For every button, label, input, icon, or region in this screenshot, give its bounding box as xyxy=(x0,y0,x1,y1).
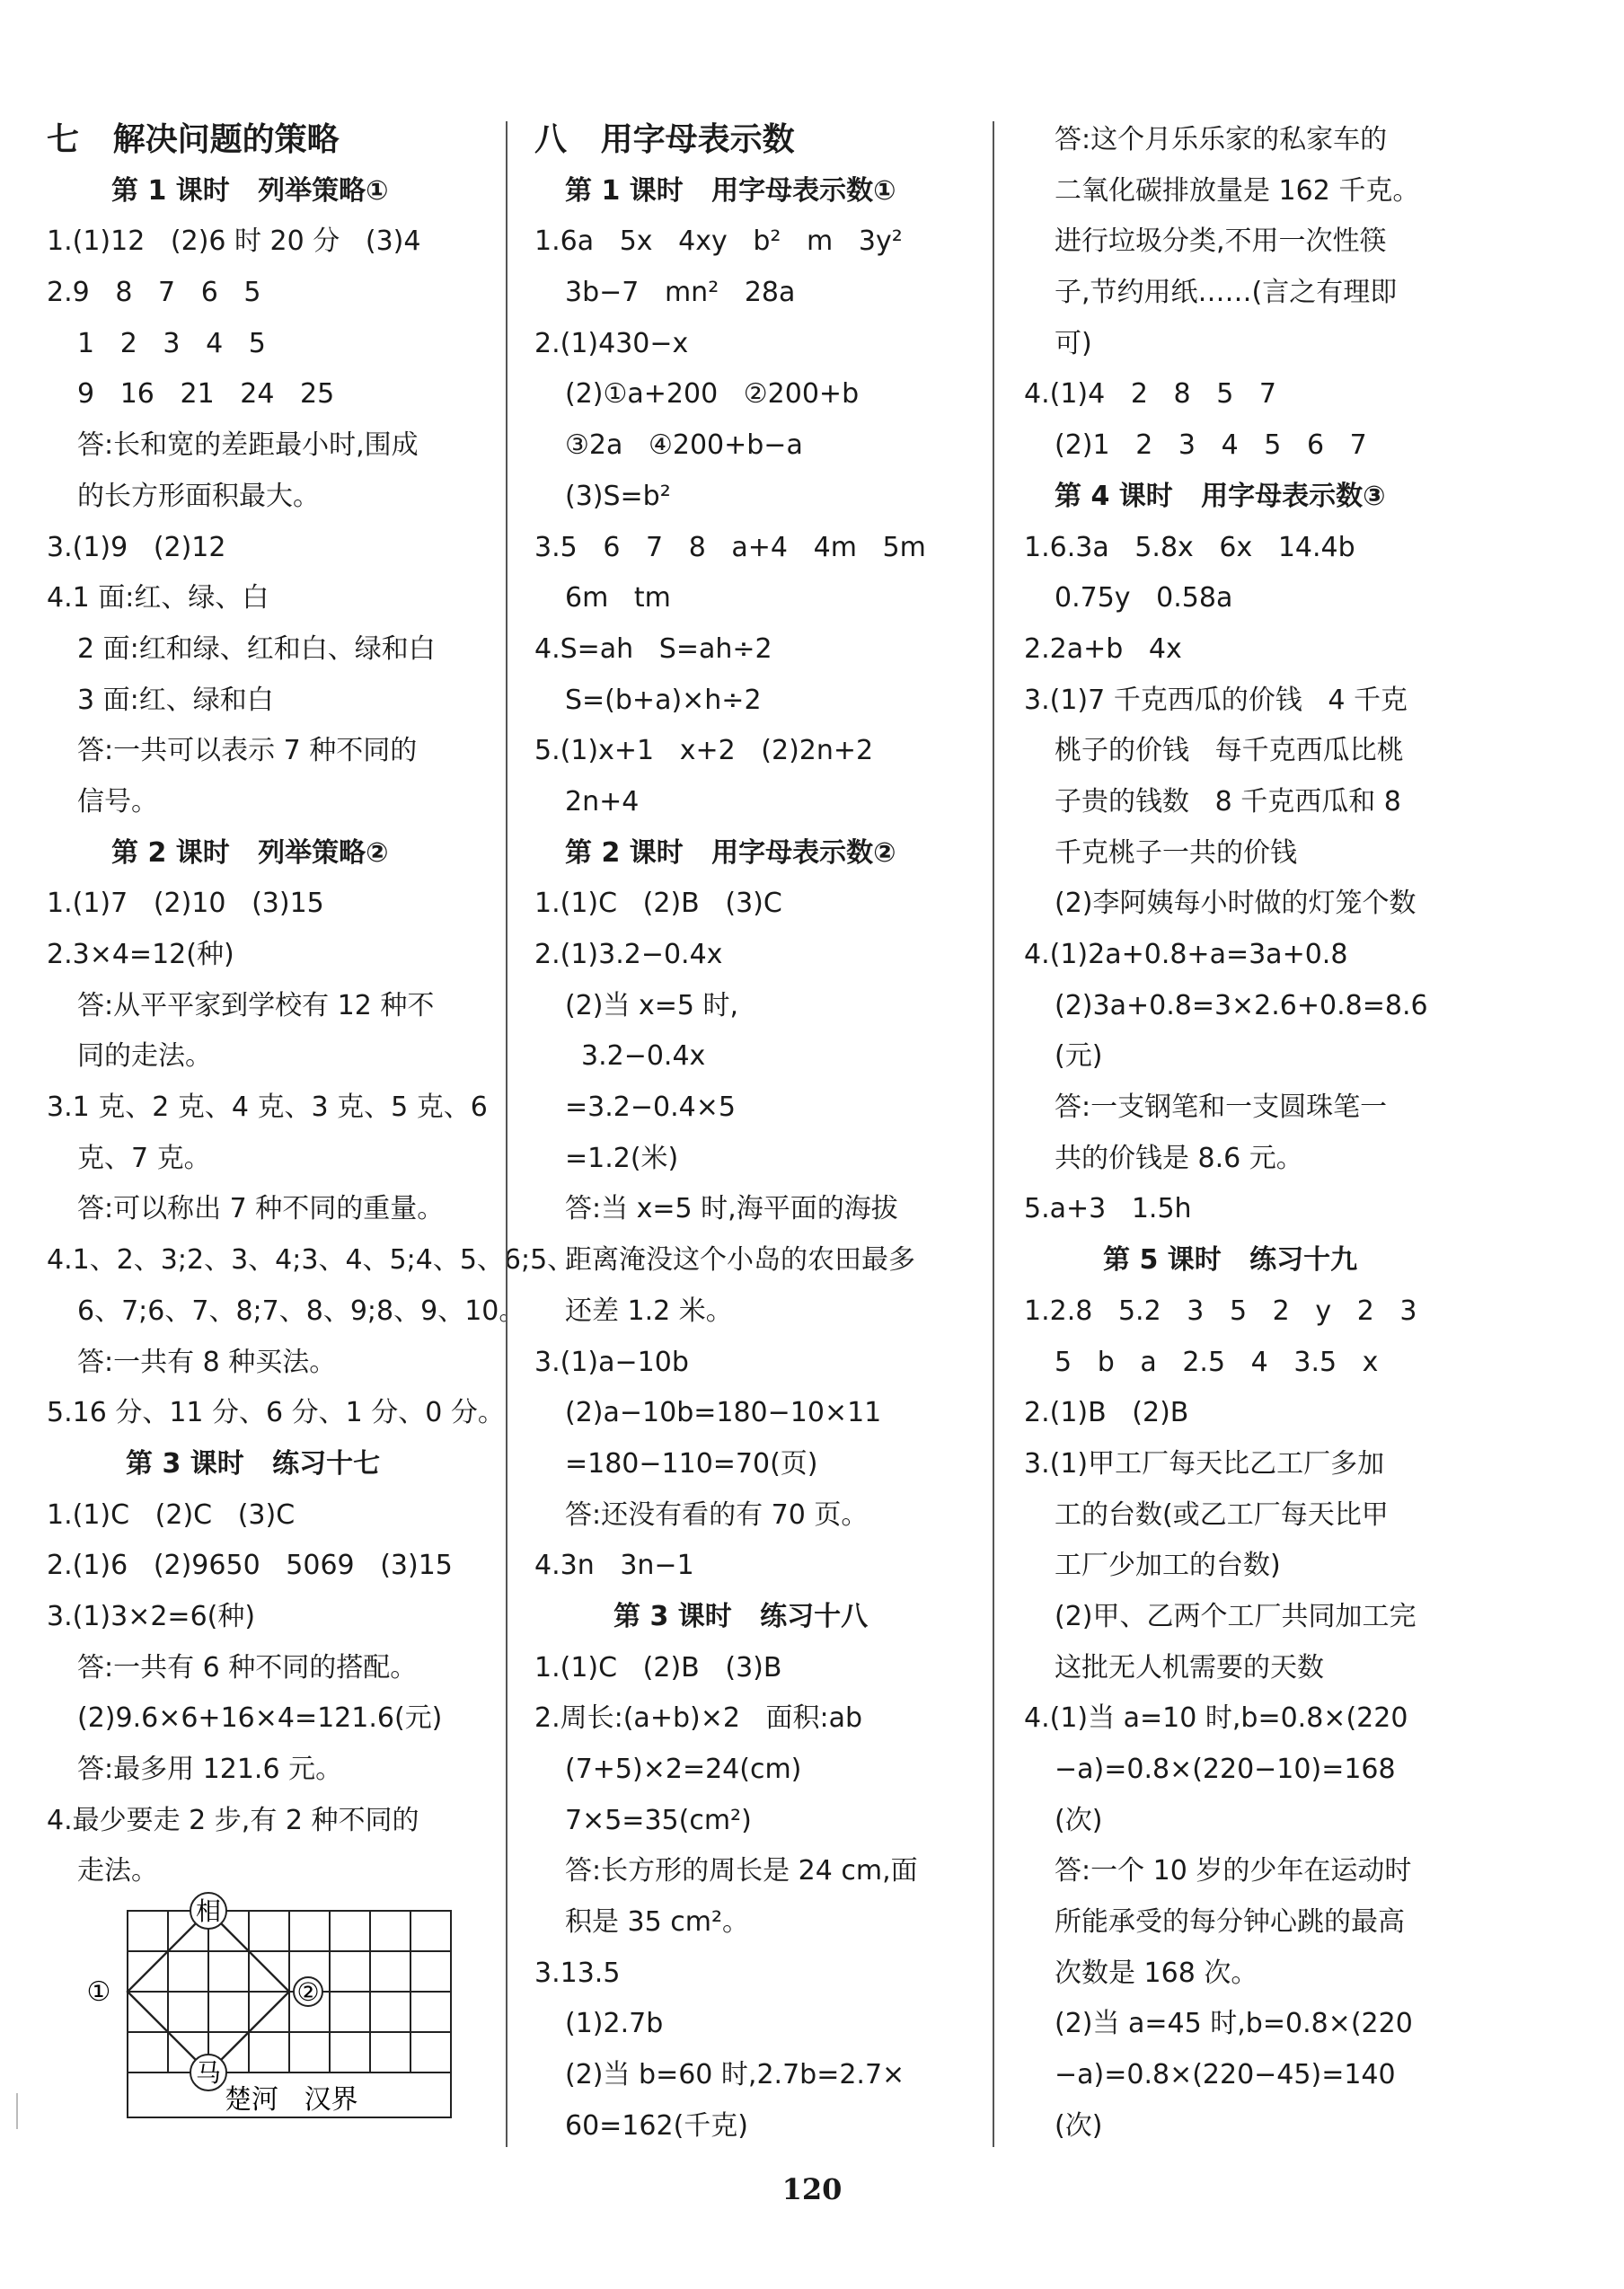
answer-line: 千克桃子一共的价钱 xyxy=(1055,836,1297,869)
answer-line: 3.(1)a−10b xyxy=(534,1346,689,1378)
answer-line: 还差 1.2 米。 xyxy=(565,1295,733,1327)
section-heading: 第 5 课时 练习十九 xyxy=(1103,1244,1358,1277)
answer-line: (次) xyxy=(1055,1804,1103,1836)
answer-line: 2 面:红和绿、红和白、绿和白 xyxy=(77,632,436,665)
board-label-xiang: 相 xyxy=(195,1896,222,1926)
answer-line: 桃子的价钱 每千克西瓜比桃 xyxy=(1055,735,1404,767)
answer-line: (2)1 2 3 4 5 6 7 xyxy=(1055,429,1367,462)
answer-line: 3.5 6 7 8 a+4 4m 5m xyxy=(534,531,926,563)
answer-line: 1.(1)C (2)C (3)C xyxy=(47,1498,296,1531)
answer-line: 5.a+3 1.5h xyxy=(1024,1193,1192,1225)
answer-column-middle xyxy=(534,115,984,2152)
answer-line: 2.(1)B (2)B xyxy=(1024,1397,1189,1429)
answer-line: 2.周长:(a+b)×2 面积:ab xyxy=(534,1702,863,1735)
answer-line: =1.2(米) xyxy=(565,1142,679,1174)
answer-line: 子,节约用纸……(言之有理即 xyxy=(1055,277,1398,309)
section-heading: 八 用字母表示数 xyxy=(534,121,795,158)
answer-line: 3 面:红、绿和白 xyxy=(77,684,274,716)
answer-line: 4.1、2、3;2、3、4;3、4、5;4、5、6;5、 xyxy=(47,1244,575,1277)
answer-line: 2n+4 xyxy=(565,785,640,818)
answer-line: 4.1 面:红、绿、白 xyxy=(47,582,269,614)
answer-line: 2.9 8 7 6 5 xyxy=(47,277,261,309)
chess-board-diagram xyxy=(63,1882,476,2134)
answer-line: 3.(1)3×2=6(种) xyxy=(47,1600,256,1632)
answer-line: 4.最少要走 2 步,有 2 种不同的 xyxy=(47,1804,419,1836)
answer-line: 1.2.8 5.2 3 5 2 y 2 3 xyxy=(1024,1295,1417,1327)
answer-line: 6m tm xyxy=(565,582,671,614)
answer-line: 二氧化碳排放量是 162 千克。 xyxy=(1055,174,1420,207)
answer-line: (次) xyxy=(1055,2109,1103,2142)
answer-line: 3.(1)9 (2)12 xyxy=(47,531,226,563)
answer-line: ③2a ④200+b−a xyxy=(565,429,803,462)
answer-line: 信号。 xyxy=(77,785,158,818)
answer-line: (3)S=b² xyxy=(565,480,671,512)
answer-line: (2)当 b=60 时,2.7b=2.7× xyxy=(565,2059,905,2091)
answer-line: 答:从平平家到学校有 12 种不 xyxy=(77,989,435,1021)
answer-line: (7+5)×2=24(cm) xyxy=(565,1754,802,1785)
answer-line: (1)2.7b xyxy=(565,2008,664,2040)
board-label-one: ① xyxy=(86,1976,111,2008)
answer-line: 3.2−0.4x xyxy=(581,1040,706,1073)
answer-line: 答:当 x=5 时,海平面的海拔 xyxy=(565,1193,898,1225)
answer-line: 5.(1)x+1 x+2 (2)2n+2 xyxy=(534,735,874,767)
answer-line: 2.3×4=12(种) xyxy=(47,939,234,970)
answer-line: 5 b a 2.5 4 3.5 x xyxy=(1055,1346,1379,1378)
answer-line: (2)9.6×6+16×4=121.6(元) xyxy=(77,1702,443,1735)
answer-line: 4.(1)2a+0.8+a=3a+0.8 xyxy=(1024,939,1348,970)
answer-line: 积是 35 cm²。 xyxy=(565,1906,749,1939)
answer-line: 1.(1)C (2)B (3)C xyxy=(534,888,782,920)
answer-line: 答:一支钢笔和一支圆珠笔一 xyxy=(1055,1091,1388,1124)
answer-line: 4.3n 3n−1 xyxy=(534,1550,694,1582)
answer-line: 次数是 168 次。 xyxy=(1055,1957,1258,1989)
answer-line: 克、7 克。 xyxy=(77,1142,211,1174)
answer-line: 1.6a 5x 4xy b² m 3y² xyxy=(534,225,903,258)
answer-line: 走法。 xyxy=(77,1855,158,1887)
answer-line: 的长方形面积最大。 xyxy=(77,480,320,512)
answer-line: 距离淹没这个小岛的农田最多 xyxy=(565,1244,915,1277)
section-heading: 第 2 课时 用字母表示数② xyxy=(565,836,896,869)
answer-line: −a)=0.8×(220−45)=140 xyxy=(1055,2059,1396,2091)
answer-column-left xyxy=(47,115,575,1897)
answer-line: (2)当 x=5 时, xyxy=(565,989,739,1021)
answer-line: 4.(1)当 a=10 时,b=0.8×(220 xyxy=(1024,1702,1408,1735)
answer-line: 这批无人机需要的天数 xyxy=(1055,1651,1324,1684)
answer-line: 答:一个 10 岁的少年在运动时 xyxy=(1055,1855,1412,1887)
answer-line: (2)李阿姨每小时做的灯笼个数 xyxy=(1055,888,1417,920)
answer-line: 1.(1)12 (2)6 时 20 分 (3)4 xyxy=(47,225,421,258)
section-heading: 第 3 课时 练习十八 xyxy=(613,1600,869,1632)
section-heading: 第 1 课时 用字母表示数① xyxy=(565,174,896,207)
answer-line: 3.13.5 xyxy=(534,1957,621,1989)
answer-line: 2.(1)430−x xyxy=(534,327,689,359)
answer-line: 子贵的钱数 8 千克西瓜和 8 xyxy=(1055,785,1401,818)
answer-line: 2.(1)3.2−0.4x xyxy=(534,939,723,970)
board-river-text: 楚河 汉界 xyxy=(225,2084,358,2116)
answer-line: 9 16 21 24 25 xyxy=(77,378,335,411)
answer-line: (2)①a+200 ②200+b xyxy=(565,378,860,411)
page-edge-mark xyxy=(16,2093,25,2129)
answer-line: 3.1 克、2 克、4 克、3 克、5 克、6 xyxy=(47,1091,488,1124)
answer-line: 2.(1)6 (2)9650 5069 (3)15 xyxy=(47,1550,453,1582)
answer-line: 1 2 3 4 5 xyxy=(77,327,266,359)
answer-line: (2)当 a=45 时,b=0.8×(220 xyxy=(1055,2008,1413,2040)
answer-line: 4.(1)4 2 8 5 7 xyxy=(1024,378,1276,411)
answer-line: 工的台数(或乙工厂每天比甲 xyxy=(1055,1498,1389,1531)
answer-line: 7×5=35(cm²) xyxy=(565,1804,752,1836)
column-divider xyxy=(993,121,994,2147)
answer-line: 0.75y 0.58a xyxy=(1055,582,1233,614)
answer-line: −a)=0.8×(220−10)=168 xyxy=(1055,1754,1396,1785)
answer-line: 可) xyxy=(1055,327,1092,359)
answer-line: 2.2a+b 4x xyxy=(1024,632,1182,665)
section-heading: 第 3 课时 练习十七 xyxy=(126,1447,381,1480)
answer-line: 答:还没有看的有 70 页。 xyxy=(565,1498,869,1531)
answer-line: 答:一共有 6 种不同的搭配。 xyxy=(77,1651,418,1684)
answer-line: 答:一共有 8 种买法。 xyxy=(77,1346,337,1378)
section-heading: 七 解决问题的策略 xyxy=(47,121,340,158)
answer-line: (元) xyxy=(1055,1040,1103,1073)
column-divider xyxy=(506,121,508,2147)
answer-line: (2)a−10b=180−10×11 xyxy=(565,1397,882,1429)
board-label-two: ② xyxy=(296,1977,320,2007)
section-heading: 第 2 课时 列举策略② xyxy=(111,836,389,869)
section-heading: 第 1 课时 列举策略① xyxy=(111,174,389,207)
answer-line: 进行垃圾分类,不用一次性筷 xyxy=(1055,225,1387,258)
answer-line: 5.16 分、11 分、6 分、1 分、0 分。 xyxy=(47,1397,505,1429)
answer-line: 答:长和宽的差距最小时,围成 xyxy=(77,429,419,462)
answer-line: 工厂少加工的台数) xyxy=(1055,1550,1281,1582)
board-label-ma: 马 xyxy=(195,2058,222,2088)
answer-line: 同的走法。 xyxy=(77,1040,212,1073)
answer-column-right xyxy=(1024,115,1473,2152)
answer-line: 答:这个月乐乐家的私家车的 xyxy=(1055,124,1388,155)
answer-line: 3.(1)7 千克西瓜的价钱 4 千克 xyxy=(1024,684,1408,716)
answer-line: (2)3a+0.8=3×2.6+0.8=8.6 xyxy=(1055,989,1428,1021)
answer-line: 答:长方形的周长是 24 cm,面 xyxy=(565,1855,918,1887)
page-number: 120 xyxy=(781,2172,843,2206)
answer-line: 4.S=ah S=ah÷2 xyxy=(534,632,772,665)
answer-line: 60=162(千克) xyxy=(565,2109,748,2142)
answer-line: 1.(1)C (2)B (3)B xyxy=(534,1651,782,1684)
answer-line: (2)甲、乙两个工厂共同加工完 xyxy=(1055,1600,1417,1632)
answer-line: 答:可以称出 7 种不同的重量。 xyxy=(77,1193,445,1225)
answer-line: 答:一共可以表示 7 种不同的 xyxy=(77,735,418,767)
answer-line: 答:最多用 121.6 元。 xyxy=(77,1754,343,1785)
answer-line: 1.6.3a 5.8x 6x 14.4b xyxy=(1024,531,1355,563)
answer-line: =180−110=70(页) xyxy=(565,1447,818,1480)
answer-line: 1.(1)7 (2)10 (3)15 xyxy=(47,888,324,920)
answer-line: 6、7;6、7、8;7、8、9;8、9、10。 xyxy=(77,1295,526,1327)
answer-line: 3b−7 mn² 28a xyxy=(565,277,796,309)
answer-line: 所能承受的每分钟心跳的最高 xyxy=(1055,1906,1405,1939)
answer-line: 3.(1)甲工厂每天比乙工厂多加 xyxy=(1024,1447,1385,1480)
answer-line: =3.2−0.4×5 xyxy=(565,1091,736,1124)
answer-line: 共的价钱是 8.6 元。 xyxy=(1055,1142,1303,1174)
section-heading: 第 4 课时 用字母表示数③ xyxy=(1055,480,1386,512)
answer-line: S=(b+a)×h÷2 xyxy=(565,684,762,716)
